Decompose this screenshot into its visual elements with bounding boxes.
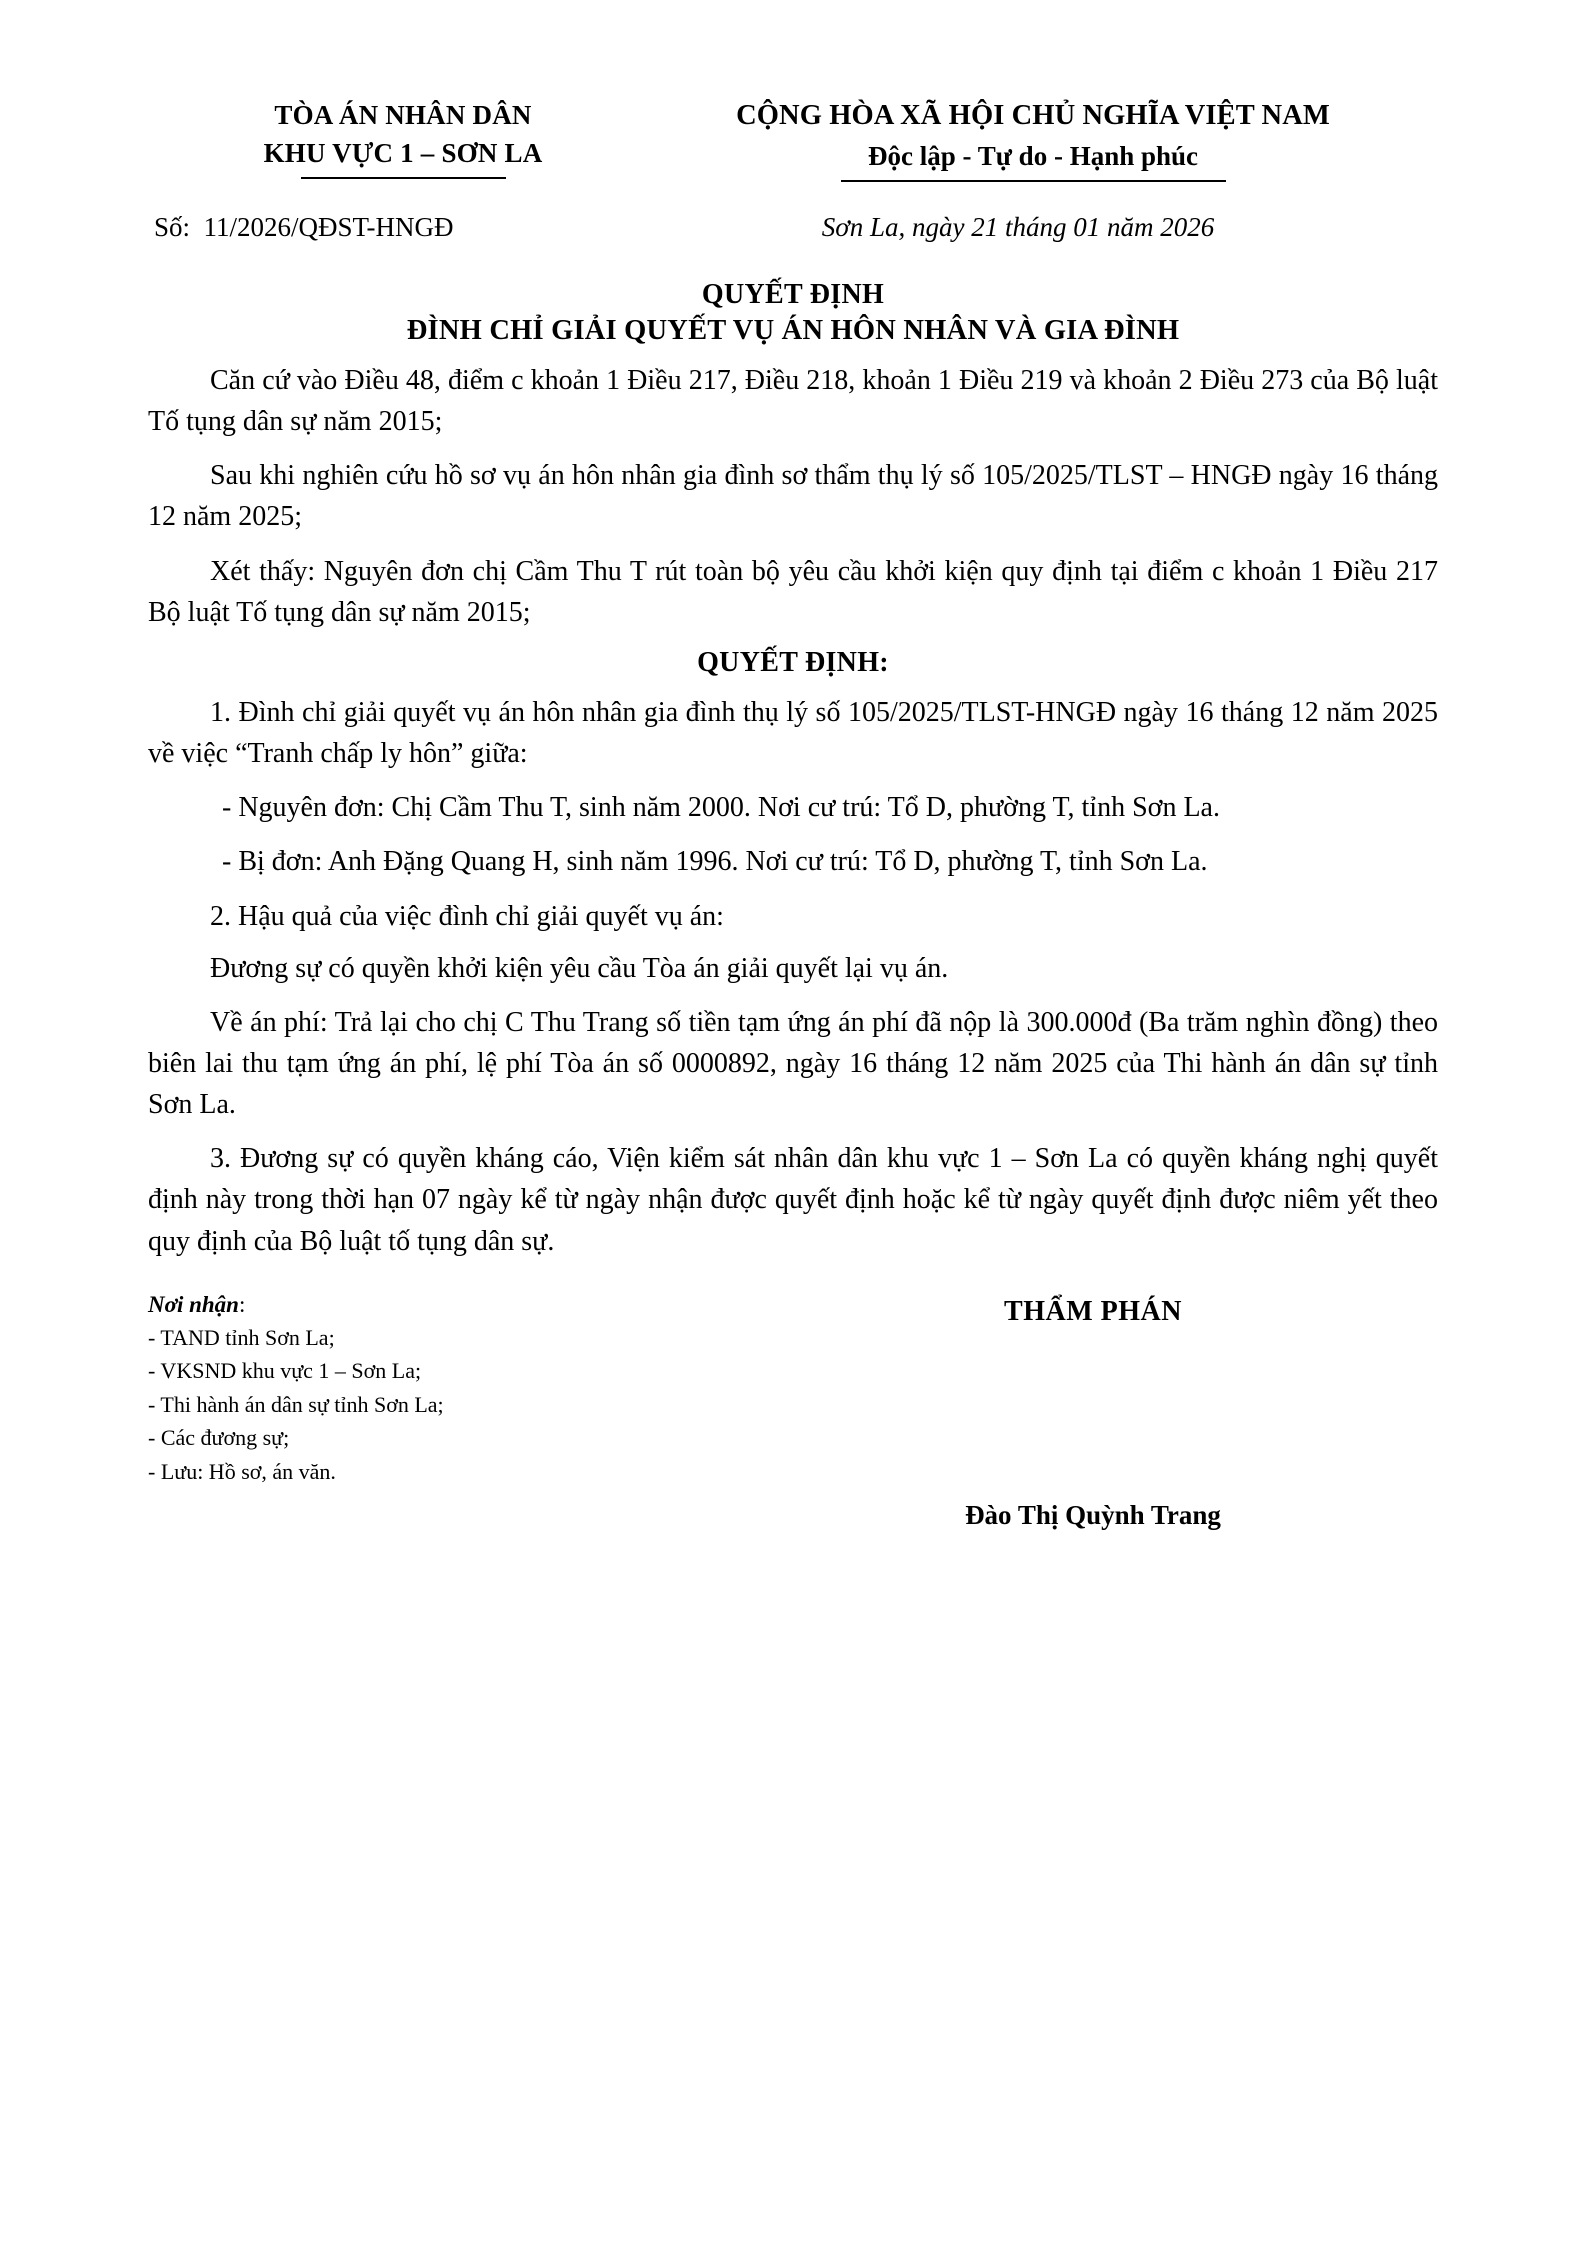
document-title-sub: ĐÌNH CHỈ GIẢI QUYẾT VỤ ÁN HÔN NHÂN VÀ GIA ĐÌNH — [406, 314, 1180, 346]
document-header — [148, 96, 1438, 182]
document-number: Số: 11/2026/QĐST-HNGĐ — [154, 211, 454, 242]
nation-block — [618, 96, 1438, 182]
list-item: - VKSND khu vực 1 – Sơn La; — [148, 1358, 422, 1384]
recipients-block — [148, 1292, 708, 1531]
court-block — [148, 96, 618, 179]
signer-role: THẨM PHÁN — [1004, 1295, 1182, 1327]
paragraph-defendant: - Bị đơn: Anh Đặng Quang H, sinh năm 1996. Nơi cư trú: Tổ D, phường T, tỉnh Sơn La. — [222, 846, 1208, 878]
paragraph-decision-3: 3. Đương sự có quyền kháng cáo, Viện kiểm sát nhân dân khu vực 1 – Sơn La có quyền kháng nghị quyết định này trong thời hạn 07 ngày kể từ ngày nhận được quyết định hoặc kể từ ngày quyết định được niêm yết theo quy định của Bộ luật tố tụng dân sự. — [148, 1143, 1438, 1257]
nation-title: CỘNG HÒA XÃ HỘI CHỦ NGHĨA VIỆT NAM — [736, 100, 1330, 131]
nation-motto: Độc lập - Tự do - Hạnh phúc — [867, 141, 1199, 172]
list-item: - TAND tỉnh Sơn La; — [148, 1324, 335, 1350]
document-place-date: Sơn La, ngày 21 tháng 01 năm 2026 — [821, 211, 1215, 242]
paragraph-case-file: Sau khi nghiên cứu hồ sơ vụ án hôn nhân gia đình sơ thẩm thụ lý số 105/2025/TLST – HNGĐ ngày 16 tháng 12 năm 2025; — [148, 460, 1438, 533]
paragraph-plaintiff: - Nguyên đơn: Chị Cầm Thu T, sinh năm 2000. Nơi cư trú: Tổ D, phường T, tỉnh Sơn La. — [222, 792, 1220, 824]
court-name-line2: KHU VỰC 1 – SƠN LA — [263, 138, 543, 169]
list-item: - Các đương sự; — [148, 1425, 290, 1451]
list-item: - Thi hành án dân sự tỉnh Sơn La; — [148, 1391, 444, 1417]
paragraph-decision-1: 1. Đình chỉ giải quyết vụ án hôn nhân gia đình thụ lý số 105/2025/TLST-HNGĐ ngày 16 tháng 12 năm 2025 về việc “Tranh chấp ly hôn” giữa: — [148, 696, 1438, 770]
recipients-title-text: Nơi nhận — [148, 1291, 239, 1317]
document-meta — [148, 212, 1438, 243]
court-name-line1: TÒA ÁN NHÂN DÂN — [274, 100, 532, 130]
paragraph-decision-2: 2. Hậu quả của việc đình chỉ giải quyết vụ án: — [210, 900, 724, 932]
list-item: - Lưu: Hồ sơ, án văn. — [148, 1458, 336, 1484]
recipients-title — [148, 1292, 708, 1318]
motto-underline — [841, 180, 1226, 182]
court-underline — [301, 177, 506, 179]
paragraph-court-fee: Về án phí: Trả lại cho chị C Thu Trang số tiền tạm ứng án phí đã nộp là 300.000đ (Ba trăm nghìn đồng) theo biên lai thu tạm ứng án phí, lệ phí Tòa án số 0000892, ngày 16 tháng 12 năm 2025 của Thi hành án dân sự tỉnh Sơn La. — [148, 1006, 1438, 1121]
document-footer — [148, 1292, 1438, 1531]
document-title-main: QUYẾT ĐỊNH — [701, 278, 885, 310]
decision-heading: QUYẾT ĐỊNH: — [697, 646, 889, 678]
signer-name: Đào Thị Quỳnh Trang — [965, 1499, 1221, 1530]
paragraph-legal-basis: Căn cứ vào Điều 48, điểm c khoản 1 Điều 217, Điều 218, khoản 1 Điều 219 và khoản 2 Điều 273 của Bộ luật Tố tụng dân sự năm 2015; — [148, 364, 1438, 438]
paragraph-consequence: Đương sự có quyền khởi kiện yêu cầu Tòa án giải quyết lại vụ án. — [210, 952, 949, 984]
paragraph-finding: Xét thấy: Nguyên đơn chị Cầm Thu T rút toàn bộ yêu cầu khởi kiện quy định tại điểm c khoản 1 Điều 217 Bộ luật Tố tụng dân sự năm 2015; — [148, 555, 1438, 628]
signature-block — [708, 1292, 1438, 1531]
recipients-title-colon: : — [238, 1291, 246, 1317]
